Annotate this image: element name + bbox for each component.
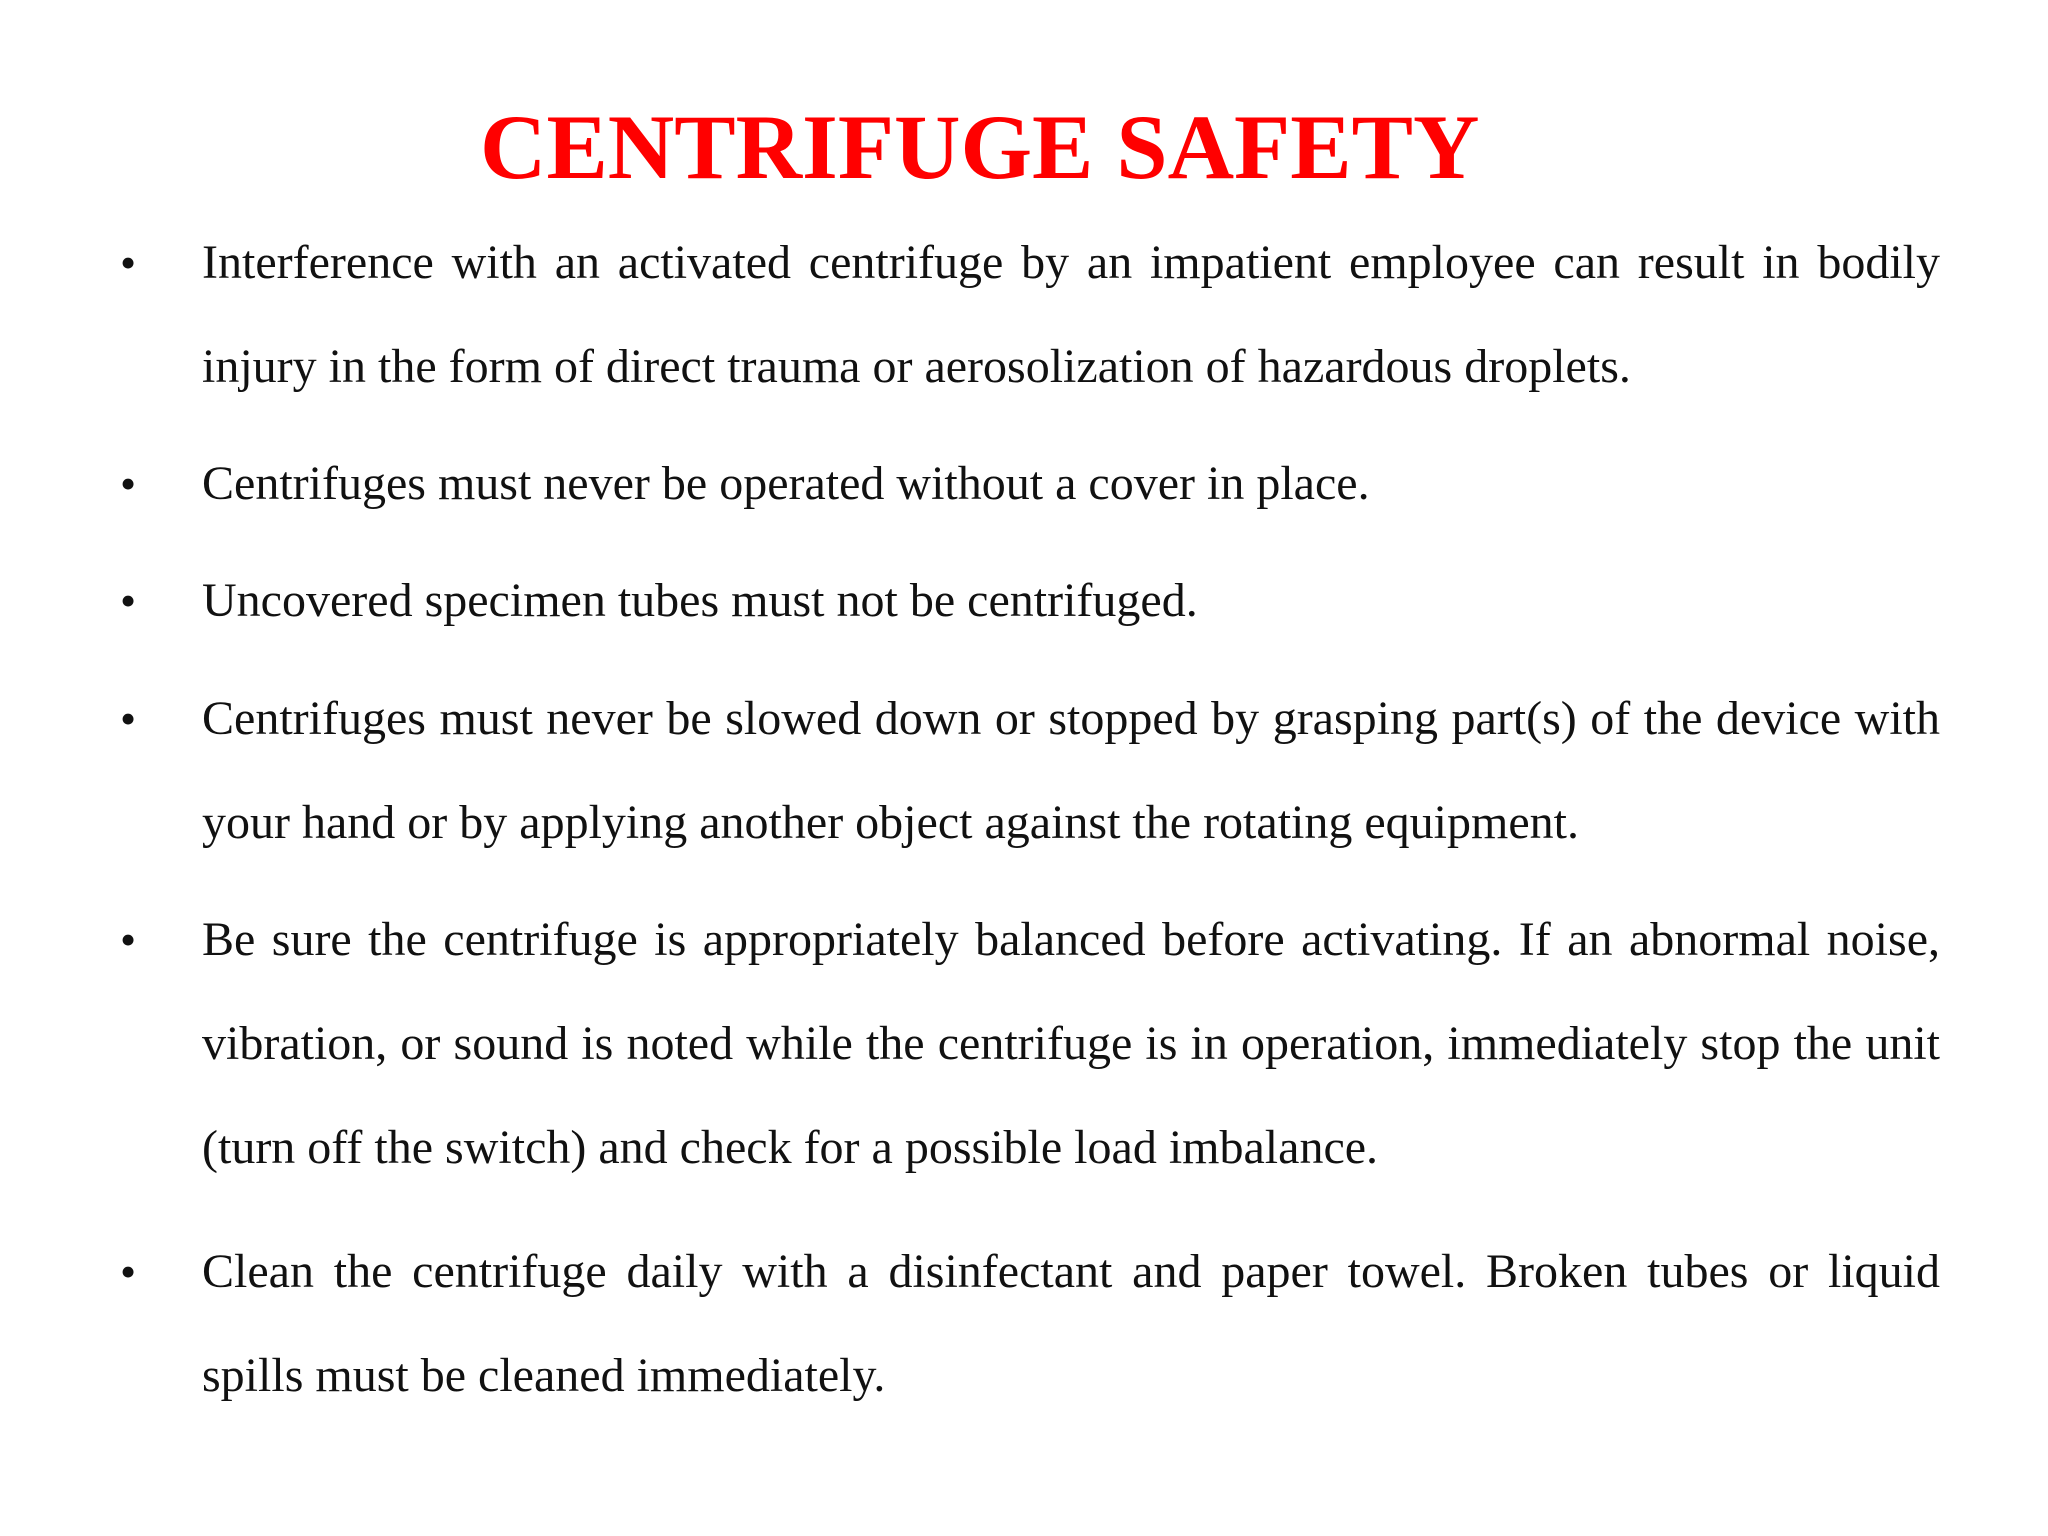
bullet-point-icon: • [120, 914, 137, 965]
bullet-point-icon: • [120, 237, 137, 288]
slide-title: CENTRIFUGE SAFETY [480, 96, 1480, 198]
bullet-text: Be sure the centrifuge is appropriately balanced before activating. If an abnormal noise, vibration, or sound is noted while the centrifuge is in operation, immediately stop the unit (turn off the switch) and check for a possible load imbalance. [202, 913, 1940, 1174]
bullet-point-icon: • [120, 458, 137, 509]
bullet-point-icon: • [120, 1246, 137, 1297]
bullet-text: Centrifuges must never be slowed down or stopped by grasping part(s) of the device with your hand or by applying another object against the rotating equipment. [202, 692, 1940, 849]
bullet-text: Interference with an activated centrifuge by an impatient employee can result in bodily injury in the form of direct trauma or aerosolization of hazardous droplets. [202, 236, 1940, 393]
bullet-point-icon: • [120, 575, 137, 626]
bullet-point-icon: • [120, 693, 137, 744]
bullet-text: Uncovered specimen tubes must not be centrifuged. [202, 574, 1198, 627]
bullet-text: Clean the centrifuge daily with a disinfectant and paper towel. Broken tubes or liquid spills must be cleaned immediately. [202, 1245, 1940, 1402]
bullet-text: Centrifuges must never be operated without a cover in place. [202, 457, 1370, 510]
